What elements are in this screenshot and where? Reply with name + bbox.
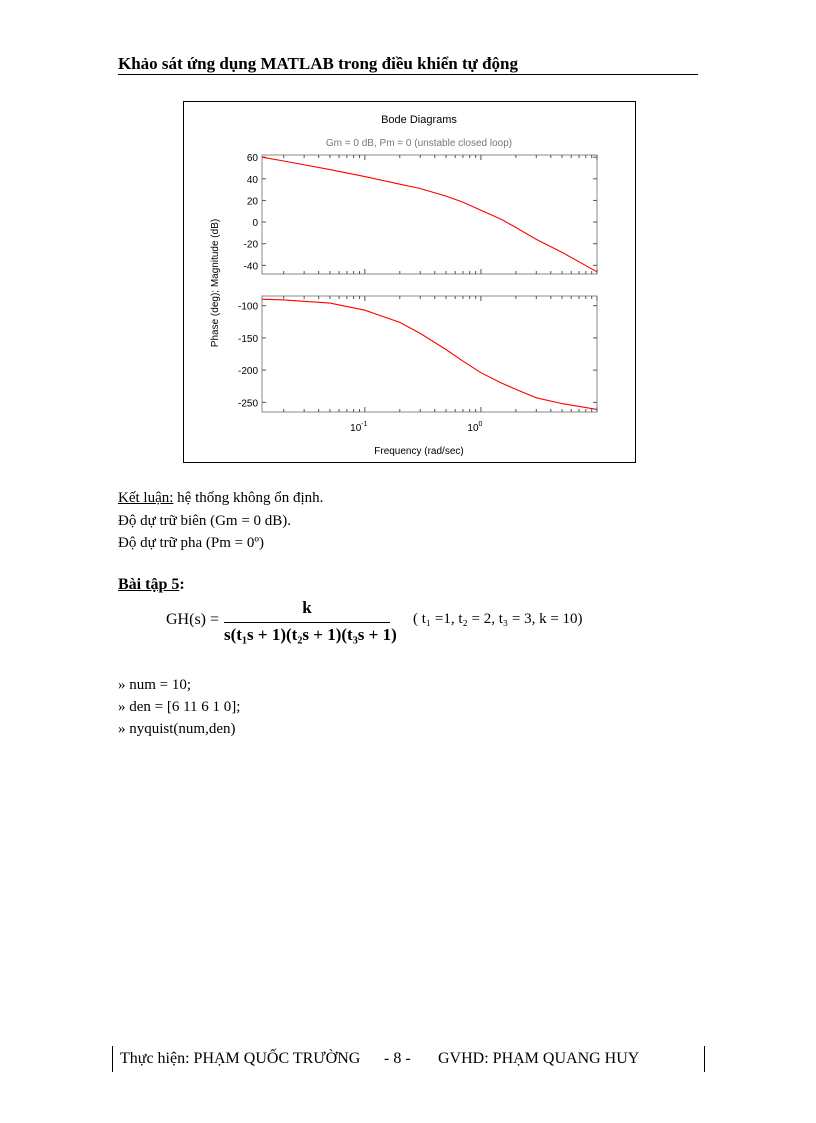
formula-params: ( t₁ =1, t₂ = 2, t₃ = 3, k = 10) [413, 611, 583, 627]
phase-margin-text: Độ dự trữ pha (Pm = 0º) [118, 535, 265, 551]
phase-ytick-label: -100 [237, 301, 258, 313]
formula-numerator: k [302, 598, 312, 617]
magnitude-ytick-label: 0 [252, 218, 258, 230]
conclusion-line [118, 488, 323, 508]
x-axis-label: Frequency (rad/sec) [374, 446, 464, 457]
magnitude-ytick-label: -20 [243, 239, 258, 251]
conclusion-text: hệ thống không ổn định. [173, 490, 324, 506]
formula-lhs: GH(s) = [166, 611, 220, 628]
magnitude-ytick-label: 20 [246, 196, 258, 208]
page-header-title: Khảo sát ứng dụng MATLAB trong điều khiển tự động [118, 54, 519, 73]
code-line-2: » den = [6 11 6 1 0]; [118, 699, 241, 715]
phase-xtick-label: $10^{-1}$ [350, 421, 368, 434]
footer-author: Thực hiện: PHẠM QUỐC TRƯỜNG [120, 1050, 361, 1067]
page-footer [112, 1046, 708, 1072]
magnitude-axes-box [262, 155, 597, 274]
y-axis-label: Phase (deg); Magnitude (dB) [210, 218, 221, 348]
phase-ytick-label: -200 [237, 366, 258, 378]
header-rule [118, 74, 698, 75]
phase-xtick-label: $10^0$ [467, 421, 483, 434]
chart-subtitle: Gm = 0 dB, Pm = 0 (unstable closed loop) [325, 138, 513, 149]
magnitude-ytick-label: 40 [246, 174, 258, 186]
footer-advisor: GVHD: PHẠM QUANG HUY [438, 1050, 640, 1067]
exercise-title-text: Bài tập 5 [118, 576, 180, 593]
fraction-bar [224, 622, 390, 623]
code-line-1: » num = 10; [118, 677, 192, 693]
gain-margin-text: Độ dự trữ biên (Gm = 0 dB). [118, 513, 292, 529]
footer-left-bar [112, 1046, 113, 1072]
magnitude-ytick-label: 60 [246, 153, 258, 165]
chart-title: Bode Diagrams [381, 114, 457, 126]
footer-page-number: - 8 - [384, 1050, 411, 1067]
exercise-title [118, 576, 185, 594]
conclusion-label: Kết luận: [118, 490, 174, 506]
bode-figure [183, 101, 636, 463]
code-line-3: » nyquist(num,den) [118, 721, 236, 737]
exercise-title-colon: : [179, 576, 185, 593]
phase-axes-box [262, 296, 597, 412]
formula-denominator: s(t₁s + 1)(t₂s + 1)(t₃s + 1) [224, 625, 397, 644]
bode-plot-svg [184, 102, 635, 462]
magnitude-ytick-label: -40 [243, 261, 258, 273]
phase-ytick-label: -250 [237, 398, 258, 410]
footer-right-bar [704, 1046, 705, 1072]
phase-ytick-label: -150 [237, 333, 258, 345]
